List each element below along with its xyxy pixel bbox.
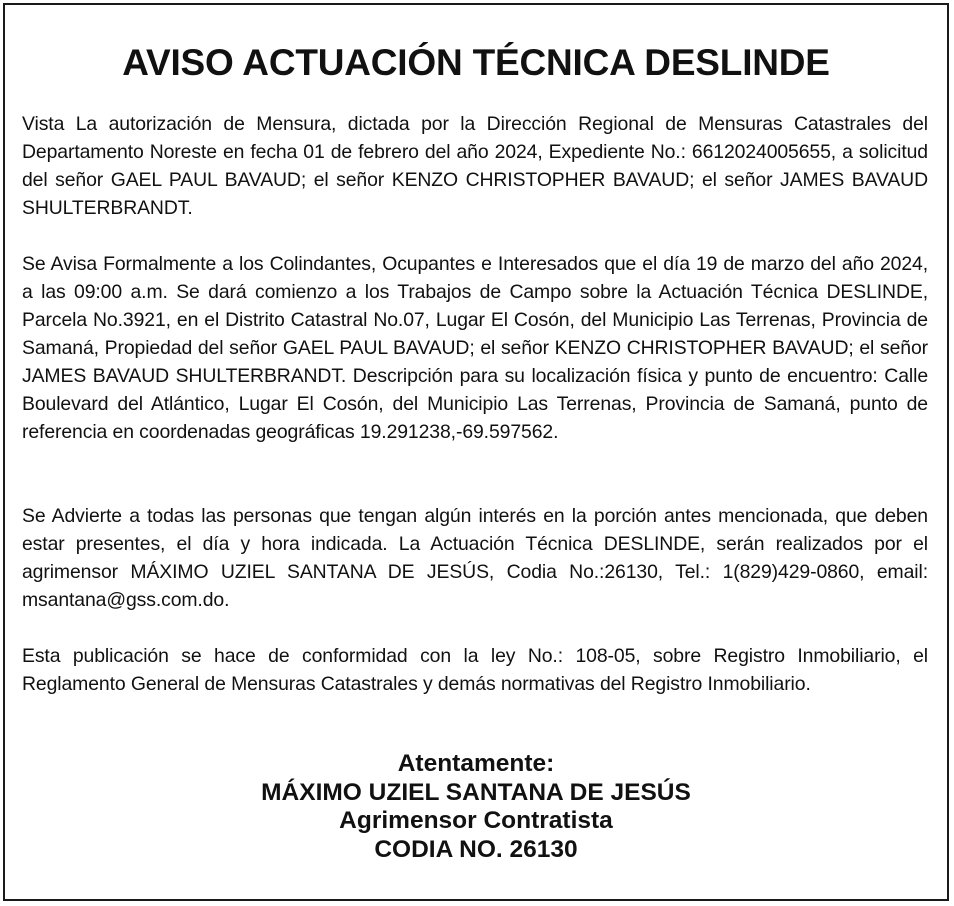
signer-role: Agrimensor Contratista [339, 807, 613, 834]
paragraph-formal-notice: Se Avisa Formalmente a los Colindantes, Ocupantes e Interesados que el día 19 de marzo del año 2024, a las 09:00 a.m. Se dará comienzo a los Trabajos de Campo sobre la Actuación Técnica DESLINDE, Parcela No.3921, en el Distrito Catastral No.07, Lugar El Cosón, del Municipio Las Terrenas, Provincia de Samaná, Propiedad del señor GAEL PAUL BAVAUD; el señor KENZO CHRISTOPHER BAVAUD; el señor JAMES BAVAUD SHULTERBRANDT. Descripción para su localización física y punto de encuentro: Calle Boulevard del Atlántico, Lugar El Cosón, del Municipio Las Terrenas, Provincia de Samaná, punto de referencia en coordenadas geográficas 19.291238,-69.597562. [22, 253, 928, 443]
notice-title: AVISO ACTUACIÓN TÉCNICA DESLINDE [122, 42, 830, 83]
signer-codia: CODIA NO. 26130 [374, 835, 578, 863]
paragraph-authorization: Vista La autorización de Mensura, dictada por la Dirección Regional de Mensuras Catastrales del Departamento Noreste en fecha 01 de febrero del año 2024, Expediente No.: 6612024005655, a solicitud del señor GAEL PAUL BAVAUD; el señor KENZO CHRISTOPHER BAVAUD; el señor JAMES BAVAUD SHULTERBRANDT. [22, 113, 928, 219]
closing-salutation: Atentamente: [397, 750, 555, 777]
paragraph-warning: Se Advierte a todas las personas que tengan algún interés en la porción antes mencionada, que deben estar presentes, el día y hora indicada. La Actuación Técnica DESLINDE, serán realizados por el agrimensor MÁXIMO UZIEL SANTANA DE JESÚS, Codia No.:26130, Tel.: 1(829)429-0860, email: msantana@gss.com.do. [22, 505, 928, 611]
signer-name: MÁXIMO UZIEL SANTANA DE JESÚS [261, 778, 691, 806]
notice-box [3, 3, 949, 901]
signature-block [5, 750, 947, 864]
paragraph-legal-basis: Esta publicación se hace de conformidad con la ley No.: 108-05, sobre Registro Inmobiliario, el Reglamento General de Mensuras Catastrales y demás normativas del Registro Inmobiliario. [22, 645, 928, 695]
